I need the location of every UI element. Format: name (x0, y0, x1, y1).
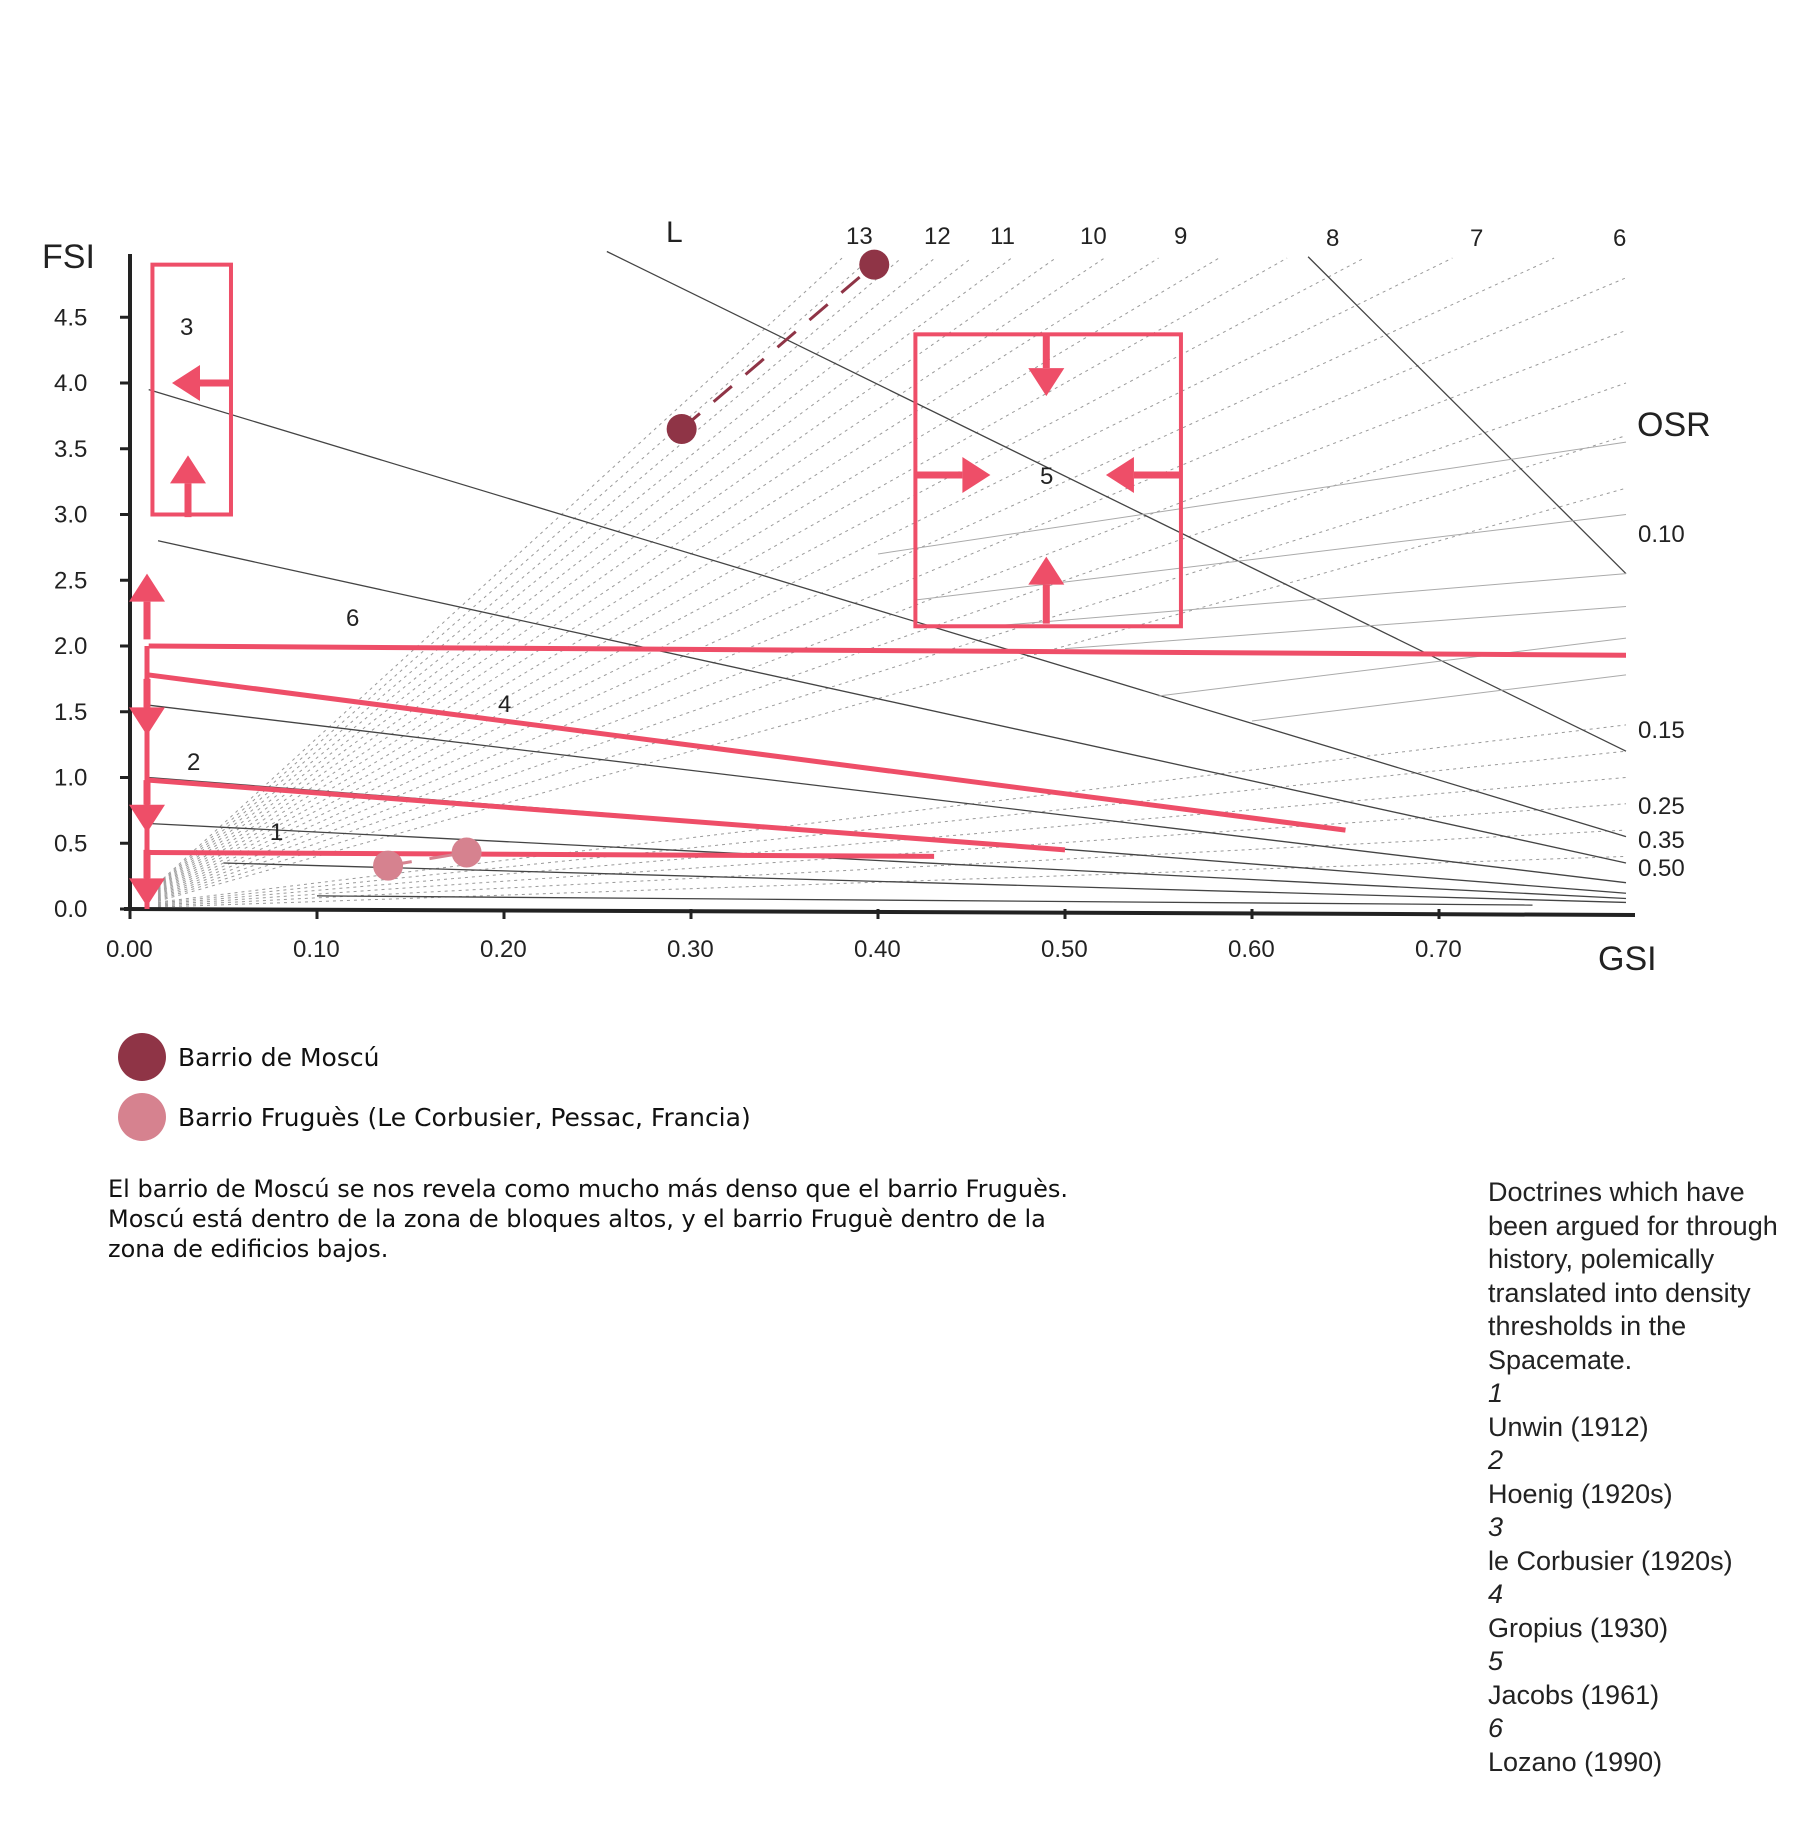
doctrine-marks (129, 265, 1626, 909)
x-ticks (106, 909, 1462, 963)
y-tick-label: 3.5 (54, 435, 88, 463)
x-tick-label: 0.10 (293, 936, 340, 963)
layer-grid-line (158, 258, 971, 887)
layer-axis-label: L (666, 216, 683, 249)
osr-value-label: 0.10 (1638, 521, 1685, 548)
layer-line-label: 6 (1613, 225, 1627, 252)
osr-grid-line (878, 442, 1626, 554)
doctrine-number: 3 (1488, 1512, 1504, 1542)
doctrine-author: Hoenig (1920s) (1488, 1478, 1673, 1509)
doctrine-line-2 (149, 780, 1065, 850)
doctrine-number: 1 (1488, 1378, 1504, 1408)
y-axis-label: FSI (42, 238, 95, 276)
osr-lines (149, 252, 1626, 906)
layer-grid-line (158, 258, 1554, 896)
layer-grid-line (158, 436, 1626, 901)
osr-axis-label: OSR (1637, 406, 1711, 444)
layer-grid-line (158, 258, 1452, 895)
doctrine-number: 6 (1488, 1713, 1504, 1743)
layer-line-label: 12 (924, 223, 951, 250)
l-curve (607, 252, 1626, 752)
doctrine-label-5: 5 (1040, 463, 1054, 490)
doctrine-arrow (1028, 334, 1064, 396)
doctrine-author: Jacobs (1961) (1488, 1679, 1660, 1710)
y-tick-label: 1.5 (54, 698, 88, 726)
doctrine-label-1: 1 (270, 819, 284, 846)
osr-grid-line (915, 515, 1626, 600)
x-axis-label: GSI (1598, 940, 1657, 978)
doctrine-author: le Corbusier (1920s) (1488, 1545, 1733, 1576)
data-points (373, 250, 889, 881)
layer-line-label: 10 (1080, 223, 1107, 250)
x-tick-label: 0.30 (667, 936, 714, 963)
layer-grid-line (158, 383, 1626, 899)
doctrine-line-4 (149, 675, 1346, 830)
legend-item-moscu (118, 1033, 379, 1081)
data-point-0 (667, 414, 697, 444)
doctrine-arrow (1106, 457, 1181, 493)
layer-grid-line (158, 258, 1104, 890)
layer-grid-line (158, 258, 1364, 894)
x-tick-label: 0.00 (106, 936, 153, 963)
chart-grid (158, 258, 1626, 907)
doctrine-arrow (915, 457, 990, 493)
osr-grid-line (1159, 638, 1627, 696)
doctrine-author: Gropius (1930) (1488, 1612, 1669, 1643)
y-tick-label: 2.5 (54, 567, 88, 595)
doctrine-number: 4 (1488, 1579, 1504, 1609)
x-tick-label: 0.50 (1041, 936, 1088, 963)
osr-grid-line (1252, 675, 1626, 721)
x-tick-label: 0.60 (1228, 936, 1275, 963)
doctrine-label-4: 4 (498, 691, 512, 718)
legend-swatch-frugues (118, 1093, 166, 1141)
l-curve (1308, 257, 1626, 574)
osr-labels (1638, 521, 1685, 882)
y-tick-label: 1.0 (54, 764, 88, 792)
doctrine-arrow (172, 365, 230, 401)
x-tick-label: 0.40 (854, 936, 901, 963)
y-tick-label: 0.0 (54, 896, 88, 923)
doctrine-arrow (129, 679, 165, 736)
osr-fan-line (317, 896, 1533, 905)
doctrine-label-3: 3 (180, 314, 194, 341)
y-ticks (54, 304, 130, 923)
doctrine-label-6: 6 (346, 605, 360, 632)
osr-grid-line (990, 574, 1626, 627)
y-tick-label: 4.5 (54, 304, 88, 332)
layer-grid-line (158, 278, 1626, 897)
doctrine-arrow (129, 574, 165, 640)
data-point-0 (859, 250, 889, 280)
doctrine-number: 2 (1488, 1445, 1504, 1475)
doctrine-number: 5 (1488, 1646, 1504, 1676)
osr-value-label: 0.50 (1638, 855, 1685, 882)
y-tick-label: 0.5 (54, 830, 88, 858)
x-tick-label: 0.20 (480, 936, 527, 963)
layer-line-label: 9 (1174, 223, 1188, 250)
y-tick-label: 3.0 (54, 501, 88, 529)
layer-line-label: 7 (1470, 225, 1484, 252)
legend-label-moscu: Barrio de Moscú (178, 1042, 380, 1072)
doctrine-author: Unwin (1912) (1488, 1411, 1649, 1442)
layer-line-label: 13 (846, 223, 873, 250)
osr-value-label: 0.25 (1638, 793, 1685, 820)
osr-value-label: 0.15 (1638, 717, 1685, 744)
doctrines-intro: Doctrines which have been argued for through history, polemically translated into density thresholds in the Spacemate. (1488, 1177, 1778, 1375)
doctrine-arrow (170, 455, 206, 517)
legend-label-frugues: Barrio Fruguès (Le Corbusier, Pessac, Francia) (178, 1102, 751, 1132)
doctrine-arrow (129, 780, 165, 833)
data-point-1 (373, 851, 403, 881)
doctrine-author: Lozano (1990) (1488, 1746, 1663, 1777)
layer-grid-line (158, 751, 1626, 903)
legend-item-frugues (118, 1093, 751, 1141)
y-tick-label: 2.0 (54, 633, 88, 660)
layer-grid-line (158, 258, 1158, 891)
series-connector-0 (682, 265, 875, 429)
doctrine-arrow (1028, 557, 1064, 624)
layer-labels (846, 223, 1626, 252)
layer-line-label: 11 (990, 223, 1015, 250)
doctrine-line-1 (149, 852, 934, 856)
doctrine-line-6 (149, 646, 1626, 655)
doctrines-panel (1488, 1176, 1788, 1779)
doctrine-label-2: 2 (187, 749, 201, 776)
osr-value-label: 0.35 (1638, 827, 1685, 854)
layer-grid-line (158, 258, 1056, 889)
chart-caption: El barrio de Moscú se nos revela como mucho más denso que el barrio Fruguès. Moscú está dentro de la zona de bloques altos, y el barrio Fruguè dentro de la zona de edificios bajos. (108, 1175, 1068, 1263)
x-tick-label: 0.70 (1415, 936, 1462, 963)
legend-swatch-moscu (118, 1033, 166, 1081)
y-tick-label: 4.0 (54, 370, 88, 397)
layer-line-label: 8 (1326, 225, 1340, 252)
data-point-1 (452, 837, 482, 867)
